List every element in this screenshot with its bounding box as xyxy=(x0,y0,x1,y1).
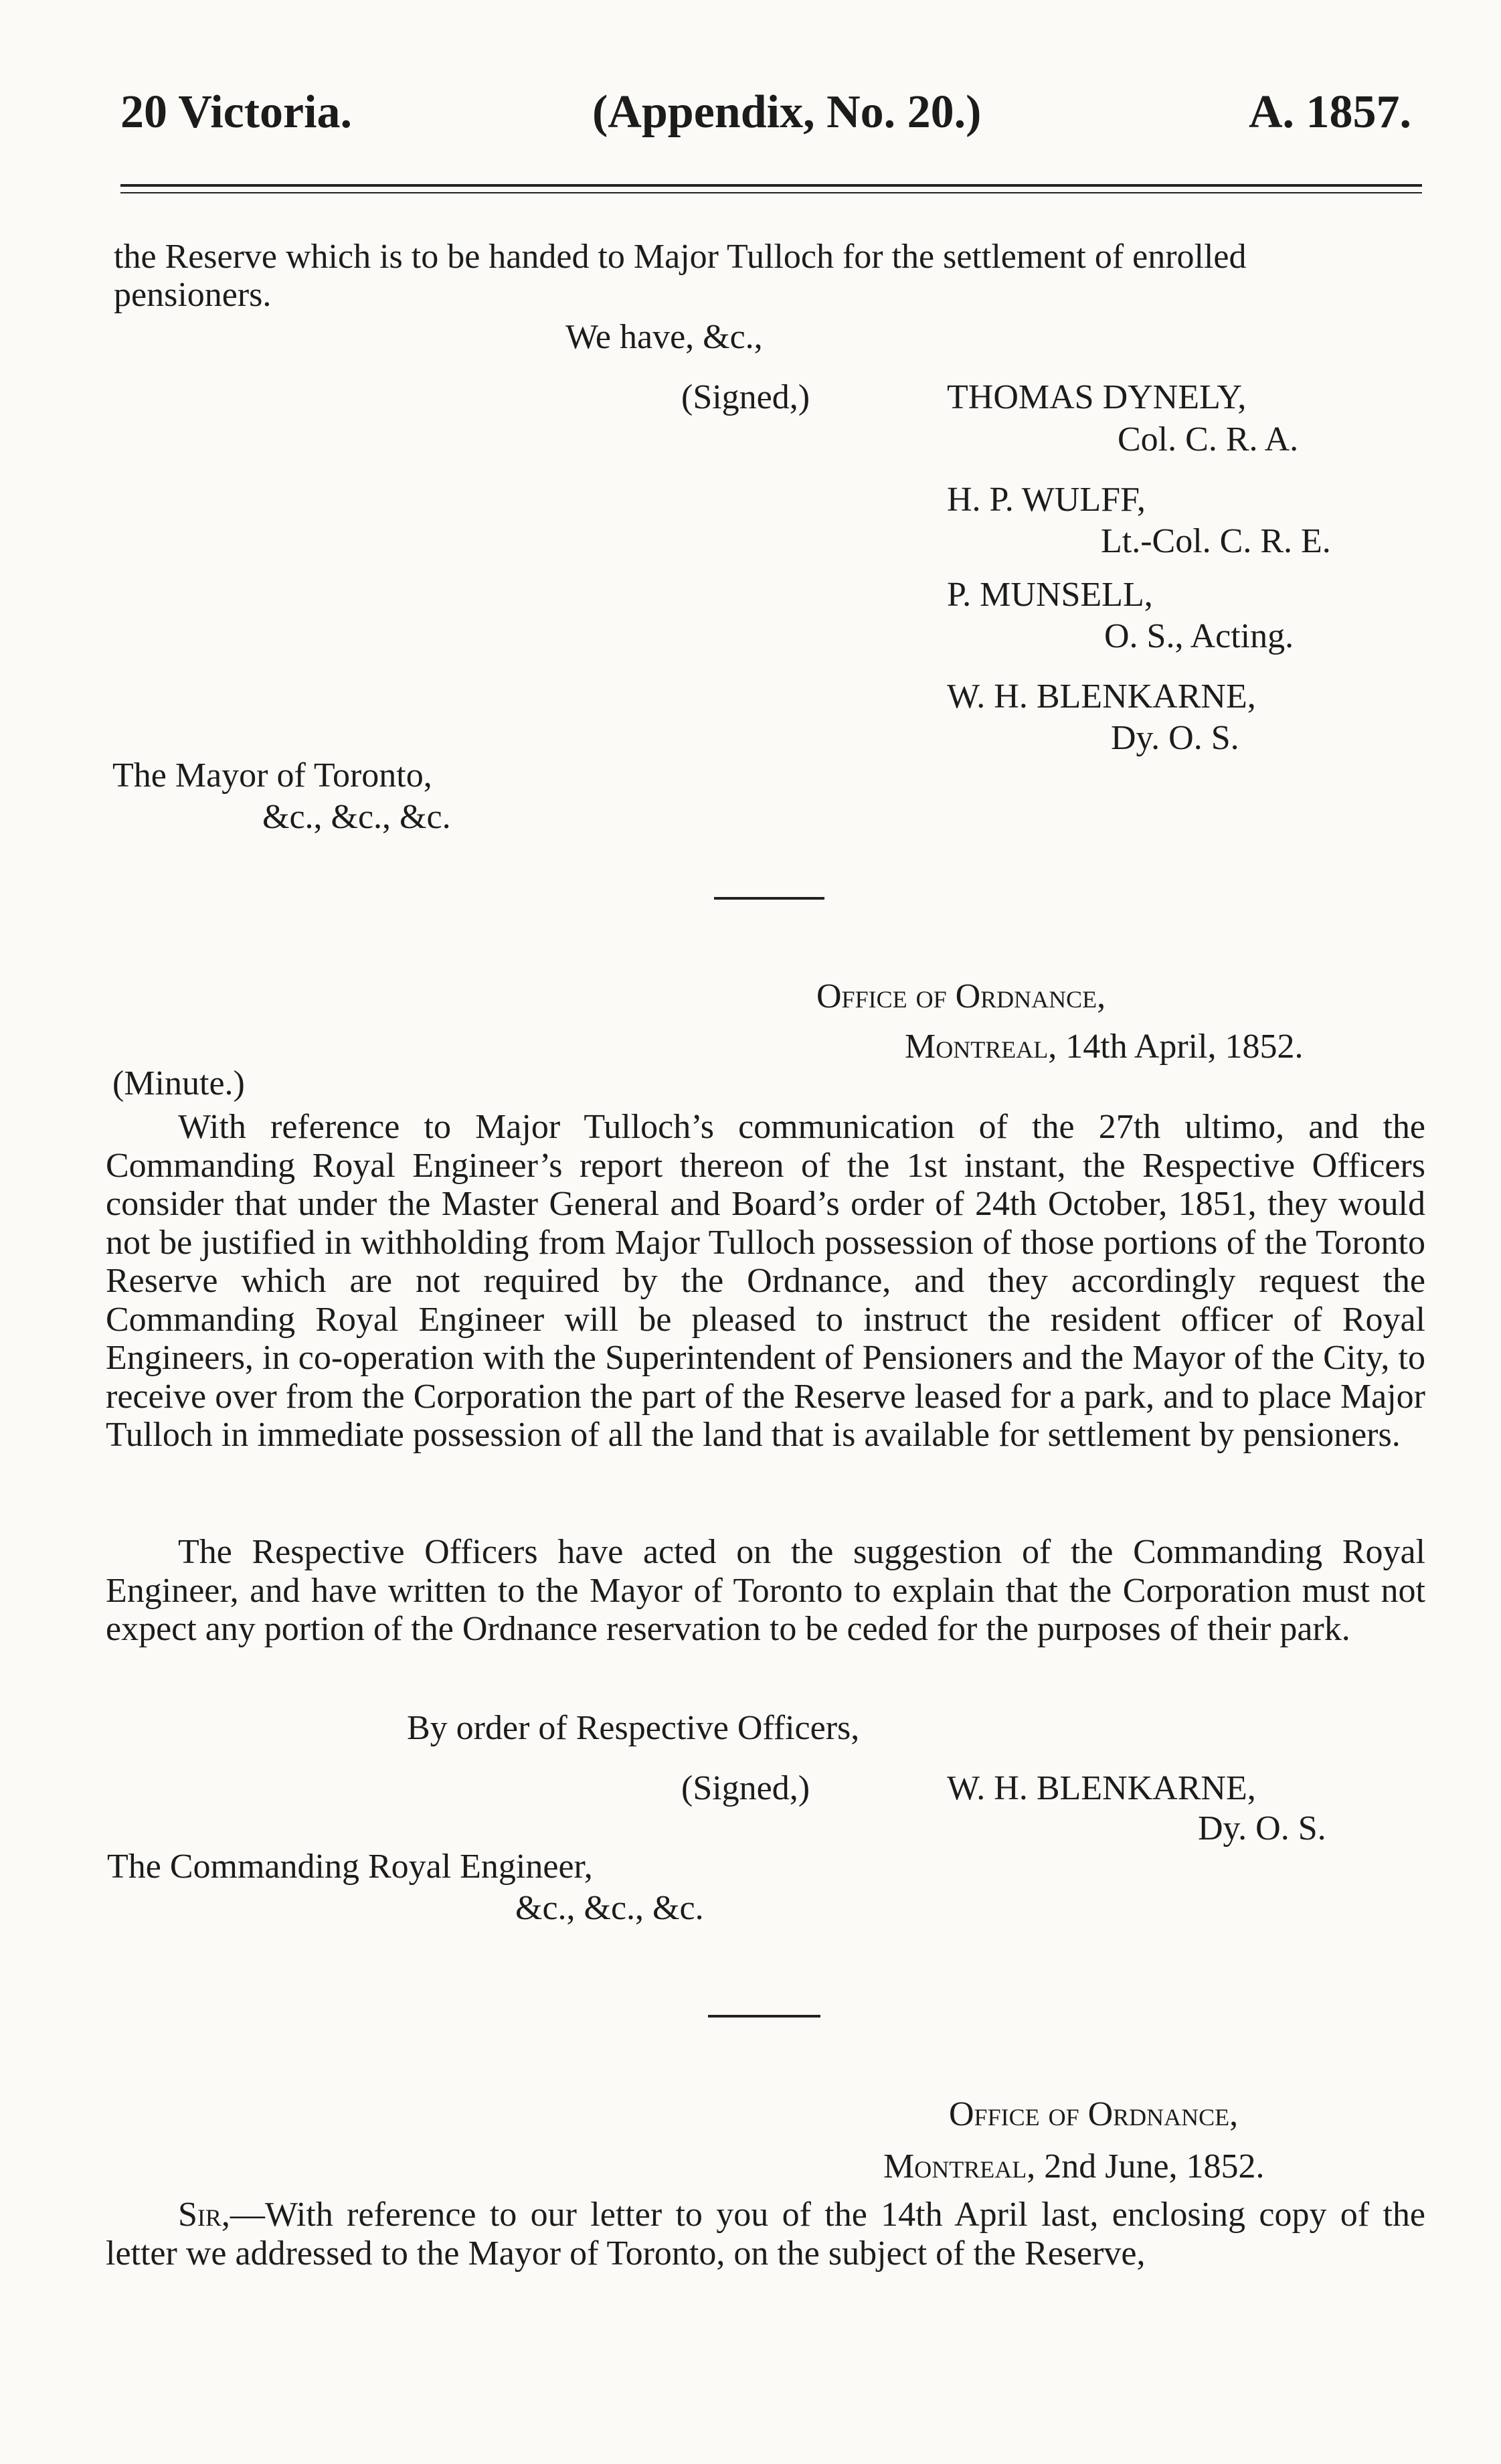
addressee-line-1: The Mayor of Toronto, xyxy=(112,756,432,795)
signatory-name: THOMAS DYNELY, xyxy=(947,378,1247,416)
place-name: Montreal, xyxy=(905,1028,1057,1066)
header-year: A. 1857. xyxy=(1249,86,1412,138)
addressee-line-2: &c., &c., &c. xyxy=(515,1889,704,1927)
minute-label: (Minute.) xyxy=(112,1064,245,1102)
header-rule-bottom xyxy=(120,192,1422,193)
signatory-title: Dy. O. S. xyxy=(1111,719,1239,757)
continuation-line-1: the Reserve which is to be handed to Major Tulloch for the settlement of enrolled xyxy=(114,238,1247,276)
paragraph: The Respective Officers have acted on the suggestion of the Commanding Royal Engineer, and have written to the Mayor of Toronto to explain that the Corporation must not expect any portion of the Ordnance reservation to be ceded for the purposes of their park. xyxy=(106,1533,1425,1648)
closing-we-have: We have, &c., xyxy=(565,318,763,356)
header-rule-top xyxy=(120,184,1422,187)
signatory-name: W. H. BLENKARNE, xyxy=(947,1769,1256,1807)
addressee-line-1: The Commanding Royal Engineer, xyxy=(107,1847,593,1886)
addressee-line-2: &c., &c., &c. xyxy=(262,798,451,836)
place-name: Montreal, xyxy=(883,2147,1036,2186)
paragraph: With reference to Major Tulloch’s communication of the 27th ultimo, and the Commanding Royal Engineer’s report thereon of the 1st instant, the Respective Officers consider that under the Master General and Board’s order of 24th October, 1851, they would not be justified in withholding from Major Tulloch possession of those portions of the Toronto Reserve which are not required by the Ordnance, and they accordingly request the Commanding Royal Engineer will be pleased to instruct the resident officer of Royal Engineers, in co-operation with the Superintendent of Pensioners and the Mayor of the City, to receive over from the Corporation the part of the Reserve leased for a park, and to place Major Tulloch in immediate possession of all the land that is available for settlement by pensioners. xyxy=(106,1108,1425,1454)
signatory-title: Col. C. R. A. xyxy=(1118,420,1299,459)
signed-label: (Signed,) xyxy=(681,1769,810,1807)
signatory-name: W. H. BLENKARNE, xyxy=(947,677,1256,716)
dateline xyxy=(883,2147,1265,2186)
office-heading: Office of Ordnance, xyxy=(949,2095,1239,2133)
signatory-title: Lt.-Col. C. R. E. xyxy=(1101,522,1331,560)
header-appendix: (Appendix, No. 20.) xyxy=(592,86,982,138)
signatory-name: P. MUNSELL, xyxy=(947,576,1153,614)
section-divider xyxy=(708,2015,820,2018)
signatory-name: H. P. WULFF, xyxy=(947,481,1146,519)
date: 14th April, 1852. xyxy=(1065,1028,1304,1066)
paragraph xyxy=(106,2196,1425,2273)
salutation: Sir, xyxy=(178,2196,230,2234)
header-session: 20 Victoria. xyxy=(120,86,353,138)
date: 2nd June, 1852. xyxy=(1044,2147,1265,2186)
signatory-title: Dy. O. S. xyxy=(1198,1809,1326,1847)
section-divider xyxy=(714,897,824,900)
paragraph-text: —With reference to our letter to you of the 14th April last, enclosing copy of the letter we addressed to the Mayor of Toronto, on the subject of the Reserve, xyxy=(106,2196,1425,2273)
signatory-title: O. S., Acting. xyxy=(1104,617,1294,655)
continuation-line-2: pensioners. xyxy=(114,276,272,314)
signed-label: (Signed,) xyxy=(681,378,810,416)
dateline xyxy=(905,1028,1304,1066)
office-heading: Office of Ordnance, xyxy=(816,977,1106,1015)
by-order-line: By order of Respective Officers, xyxy=(407,1709,860,1747)
